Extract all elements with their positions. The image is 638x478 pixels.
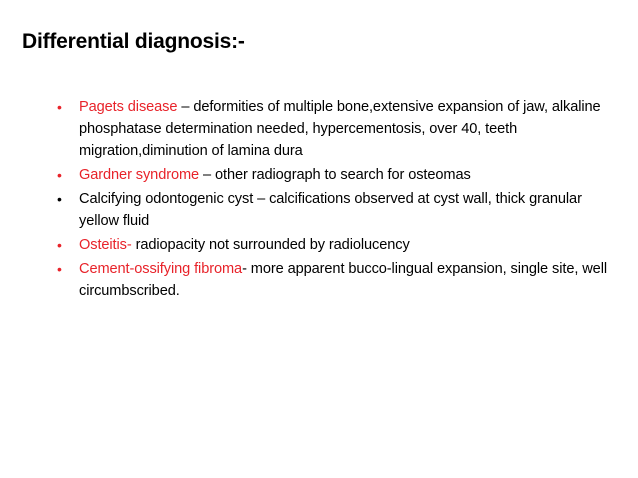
bullet-item-cement-ossifying-fibroma bbox=[57, 258, 617, 302]
bullet-icon: • bbox=[57, 99, 62, 115]
bullet-term: Cement-ossifying fibroma bbox=[79, 261, 243, 277]
bullet-item-gardner-syndrome bbox=[57, 164, 617, 186]
bullet-icon: • bbox=[57, 191, 62, 207]
bullet-term: Pagets disease bbox=[79, 99, 178, 115]
bullet-text: Calcifying odontogenic cyst – calcifications observed at cyst wall, thick granular yellow fluid bbox=[79, 191, 582, 229]
bullet-item-calcifying-odontogenic-cyst bbox=[57, 188, 617, 232]
bullet-icon: • bbox=[57, 237, 62, 253]
bullet-icon: • bbox=[57, 167, 62, 183]
bullet-text: - more apparent bucco-lingual expansion, single site, well circumbscribed. bbox=[79, 261, 607, 299]
slide-title: Differential diagnosis:- bbox=[22, 30, 245, 53]
bullet-term: Gardner syndrome bbox=[79, 167, 200, 183]
bullet-text: – other radiograph to search for osteomas bbox=[199, 167, 471, 183]
bullet-term: Osteitis- bbox=[79, 237, 132, 253]
bullet-item-osteitis bbox=[57, 234, 617, 256]
bullet-text: radiopacity not surrounded by radiolucency bbox=[131, 237, 410, 253]
bullet-text: – deformities of multiple bone,extensive expansion of jaw, alkaline phosphatase determination needed, hypercementosis, over 40, teeth migration,diminution of lamina dura bbox=[79, 99, 601, 159]
bullet-item-pagets-disease bbox=[57, 96, 617, 162]
bullet-icon: • bbox=[57, 261, 62, 277]
bullet-list bbox=[57, 96, 617, 304]
